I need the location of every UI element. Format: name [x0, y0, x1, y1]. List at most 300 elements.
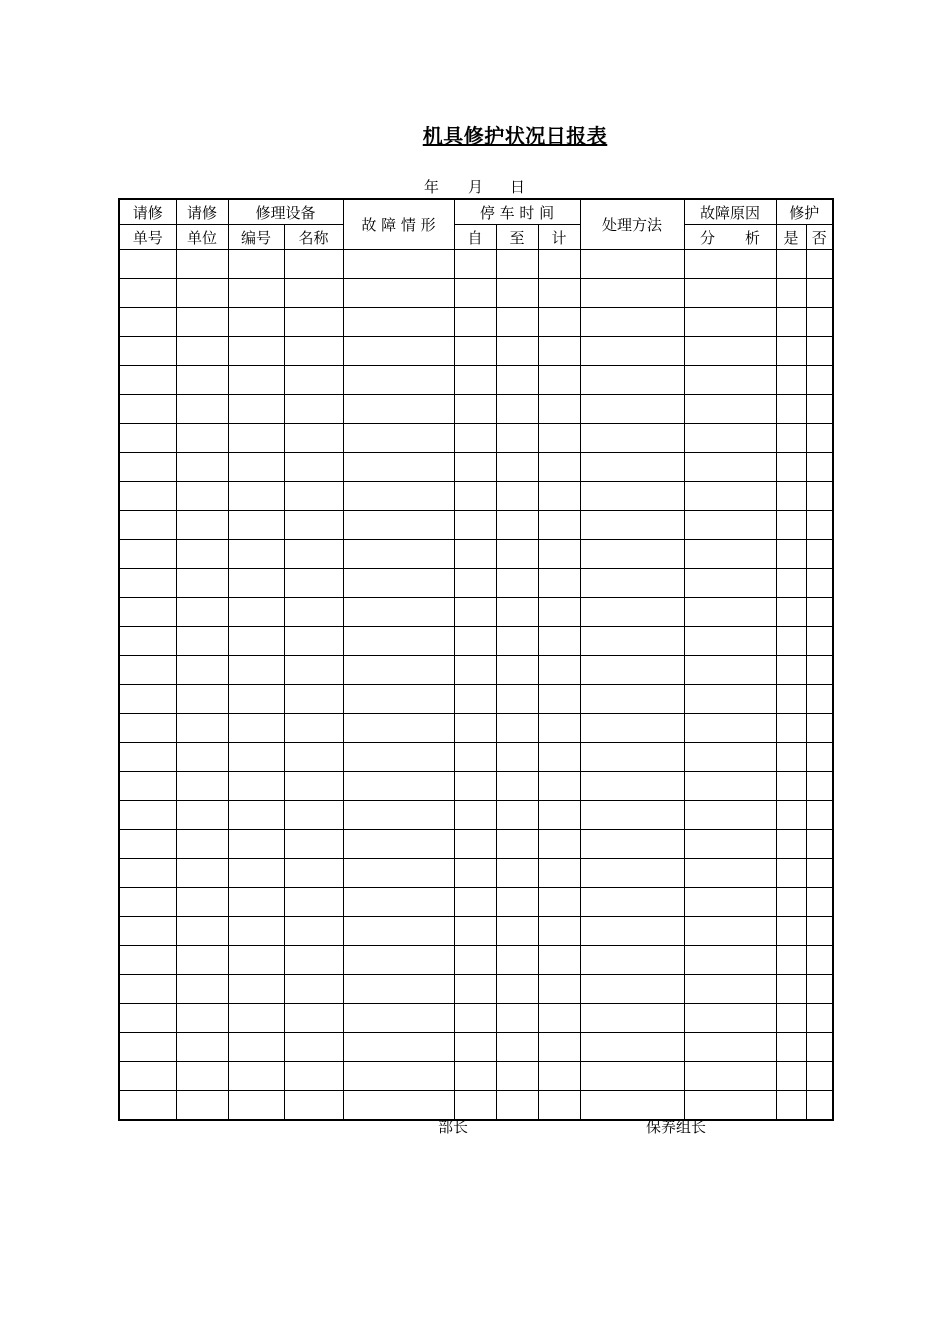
table-cell[interactable] [454, 685, 496, 714]
table-cell[interactable] [284, 279, 343, 308]
table-cell[interactable] [284, 975, 343, 1004]
table-cell[interactable] [343, 250, 454, 279]
table-cell[interactable] [176, 743, 228, 772]
table-cell[interactable] [776, 569, 806, 598]
table-cell[interactable] [806, 975, 833, 1004]
table-cell[interactable] [284, 1033, 343, 1062]
table-cell[interactable] [496, 743, 538, 772]
table-cell[interactable] [176, 366, 228, 395]
table-cell[interactable] [119, 482, 176, 511]
table-cell[interactable] [538, 598, 580, 627]
table-cell[interactable] [684, 1004, 776, 1033]
table-cell[interactable] [454, 946, 496, 975]
table-cell[interactable] [176, 801, 228, 830]
table-cell[interactable] [343, 917, 454, 946]
table-cell[interactable] [684, 743, 776, 772]
table-cell[interactable] [454, 1062, 496, 1091]
table-cell[interactable] [776, 1004, 806, 1033]
table-cell[interactable] [119, 627, 176, 656]
table-cell[interactable] [538, 743, 580, 772]
table-cell[interactable] [343, 511, 454, 540]
table-cell[interactable] [806, 395, 833, 424]
table-cell[interactable] [284, 772, 343, 801]
table-cell[interactable] [776, 366, 806, 395]
table-cell[interactable] [580, 337, 684, 366]
table-cell[interactable] [684, 569, 776, 598]
table-cell[interactable] [538, 859, 580, 888]
table-cell[interactable] [454, 453, 496, 482]
table-cell[interactable] [806, 656, 833, 685]
table-cell[interactable] [119, 917, 176, 946]
table-cell[interactable] [176, 1091, 228, 1121]
table-cell[interactable] [176, 888, 228, 917]
table-cell[interactable] [580, 772, 684, 801]
table-cell[interactable] [343, 279, 454, 308]
table-cell[interactable] [343, 366, 454, 395]
table-cell[interactable] [580, 946, 684, 975]
table-cell[interactable] [343, 772, 454, 801]
table-cell[interactable] [776, 656, 806, 685]
table-cell[interactable] [176, 540, 228, 569]
table-cell[interactable] [454, 859, 496, 888]
table-cell[interactable] [776, 801, 806, 830]
table-cell[interactable] [176, 511, 228, 540]
table-cell[interactable] [496, 801, 538, 830]
table-cell[interactable] [176, 453, 228, 482]
table-cell[interactable] [284, 366, 343, 395]
table-cell[interactable] [119, 598, 176, 627]
table-cell[interactable] [580, 511, 684, 540]
table-cell[interactable] [684, 946, 776, 975]
table-cell[interactable] [343, 714, 454, 743]
table-cell[interactable] [454, 714, 496, 743]
table-cell[interactable] [684, 366, 776, 395]
table-cell[interactable] [776, 250, 806, 279]
table-cell[interactable] [776, 482, 806, 511]
table-cell[interactable] [228, 337, 284, 366]
table-cell[interactable] [343, 1062, 454, 1091]
table-cell[interactable] [284, 308, 343, 337]
table-cell[interactable] [580, 598, 684, 627]
table-cell[interactable] [119, 888, 176, 917]
table-cell[interactable] [496, 279, 538, 308]
table-cell[interactable] [284, 917, 343, 946]
table-cell[interactable] [580, 888, 684, 917]
table-cell[interactable] [684, 337, 776, 366]
table-cell[interactable] [496, 888, 538, 917]
table-cell[interactable] [284, 511, 343, 540]
table-cell[interactable] [496, 1004, 538, 1033]
table-cell[interactable] [806, 685, 833, 714]
table-cell[interactable] [806, 482, 833, 511]
table-cell[interactable] [580, 801, 684, 830]
table-cell[interactable] [684, 656, 776, 685]
table-cell[interactable] [806, 424, 833, 453]
table-cell[interactable] [119, 395, 176, 424]
table-cell[interactable] [454, 656, 496, 685]
table-cell[interactable] [228, 830, 284, 859]
table-cell[interactable] [806, 453, 833, 482]
table-cell[interactable] [284, 598, 343, 627]
table-cell[interactable] [538, 250, 580, 279]
table-cell[interactable] [119, 424, 176, 453]
table-cell[interactable] [496, 830, 538, 859]
table-cell[interactable] [806, 511, 833, 540]
table-cell[interactable] [176, 308, 228, 337]
table-cell[interactable] [119, 250, 176, 279]
table-cell[interactable] [496, 714, 538, 743]
table-cell[interactable] [580, 1004, 684, 1033]
table-cell[interactable] [684, 424, 776, 453]
table-cell[interactable] [776, 714, 806, 743]
table-cell[interactable] [684, 975, 776, 1004]
table-cell[interactable] [684, 830, 776, 859]
table-cell[interactable] [228, 1091, 284, 1121]
table-cell[interactable] [806, 830, 833, 859]
table-cell[interactable] [806, 714, 833, 743]
table-cell[interactable] [684, 859, 776, 888]
table-cell[interactable] [228, 627, 284, 656]
table-cell[interactable] [580, 975, 684, 1004]
table-cell[interactable] [119, 1091, 176, 1121]
table-cell[interactable] [538, 1091, 580, 1121]
table-cell[interactable] [580, 743, 684, 772]
table-cell[interactable] [119, 656, 176, 685]
table-cell[interactable] [538, 1004, 580, 1033]
table-cell[interactable] [776, 888, 806, 917]
table-cell[interactable] [343, 743, 454, 772]
table-cell[interactable] [776, 627, 806, 656]
table-cell[interactable] [119, 453, 176, 482]
table-cell[interactable] [454, 569, 496, 598]
table-cell[interactable] [538, 1033, 580, 1062]
table-cell[interactable] [806, 540, 833, 569]
table-cell[interactable] [284, 801, 343, 830]
table-cell[interactable] [176, 1062, 228, 1091]
table-cell[interactable] [580, 453, 684, 482]
table-cell[interactable] [119, 714, 176, 743]
table-cell[interactable] [776, 308, 806, 337]
table-cell[interactable] [684, 482, 776, 511]
table-cell[interactable] [538, 511, 580, 540]
table-cell[interactable] [284, 1062, 343, 1091]
table-cell[interactable] [496, 946, 538, 975]
table-cell[interactable] [454, 511, 496, 540]
table-cell[interactable] [580, 540, 684, 569]
table-cell[interactable] [776, 772, 806, 801]
table-cell[interactable] [496, 598, 538, 627]
table-cell[interactable] [580, 830, 684, 859]
table-cell[interactable] [176, 685, 228, 714]
table-cell[interactable] [806, 250, 833, 279]
table-cell[interactable] [228, 917, 284, 946]
table-cell[interactable] [228, 424, 284, 453]
table-cell[interactable] [684, 1062, 776, 1091]
table-cell[interactable] [776, 598, 806, 627]
table-cell[interactable] [496, 366, 538, 395]
table-cell[interactable] [176, 946, 228, 975]
table-cell[interactable] [496, 453, 538, 482]
table-cell[interactable] [343, 1033, 454, 1062]
table-cell[interactable] [119, 946, 176, 975]
table-cell[interactable] [176, 482, 228, 511]
table-cell[interactable] [454, 308, 496, 337]
table-cell[interactable] [343, 975, 454, 1004]
table-cell[interactable] [343, 598, 454, 627]
table-cell[interactable] [454, 337, 496, 366]
table-cell[interactable] [228, 859, 284, 888]
table-cell[interactable] [228, 511, 284, 540]
table-cell[interactable] [806, 888, 833, 917]
table-cell[interactable] [176, 424, 228, 453]
table-cell[interactable] [538, 975, 580, 1004]
table-cell[interactable] [228, 598, 284, 627]
table-cell[interactable] [228, 1033, 284, 1062]
table-cell[interactable] [806, 598, 833, 627]
table-cell[interactable] [538, 627, 580, 656]
table-cell[interactable] [228, 395, 284, 424]
table-cell[interactable] [454, 279, 496, 308]
table-cell[interactable] [284, 656, 343, 685]
table-cell[interactable] [119, 337, 176, 366]
table-cell[interactable] [776, 1091, 806, 1121]
table-cell[interactable] [119, 279, 176, 308]
table-cell[interactable] [228, 888, 284, 917]
table-cell[interactable] [284, 627, 343, 656]
table-cell[interactable] [119, 569, 176, 598]
table-cell[interactable] [496, 859, 538, 888]
table-cell[interactable] [684, 250, 776, 279]
table-cell[interactable] [684, 685, 776, 714]
table-cell[interactable] [776, 453, 806, 482]
table-cell[interactable] [454, 975, 496, 1004]
table-cell[interactable] [343, 337, 454, 366]
table-cell[interactable] [284, 946, 343, 975]
table-cell[interactable] [776, 1062, 806, 1091]
table-cell[interactable] [343, 424, 454, 453]
table-cell[interactable] [496, 395, 538, 424]
table-cell[interactable] [284, 888, 343, 917]
table-cell[interactable] [284, 250, 343, 279]
table-cell[interactable] [228, 714, 284, 743]
table-cell[interactable] [776, 946, 806, 975]
table-cell[interactable] [496, 656, 538, 685]
table-cell[interactable] [119, 975, 176, 1004]
table-cell[interactable] [284, 337, 343, 366]
table-cell[interactable] [806, 366, 833, 395]
table-cell[interactable] [496, 337, 538, 366]
table-cell[interactable] [176, 569, 228, 598]
table-cell[interactable] [176, 1004, 228, 1033]
table-cell[interactable] [684, 801, 776, 830]
table-cell[interactable] [684, 511, 776, 540]
table-cell[interactable] [119, 540, 176, 569]
table-cell[interactable] [176, 627, 228, 656]
table-cell[interactable] [176, 772, 228, 801]
table-cell[interactable] [806, 946, 833, 975]
table-cell[interactable] [538, 337, 580, 366]
table-cell[interactable] [684, 540, 776, 569]
table-cell[interactable] [176, 830, 228, 859]
table-cell[interactable] [496, 569, 538, 598]
table-cell[interactable] [538, 453, 580, 482]
table-cell[interactable] [454, 627, 496, 656]
table-cell[interactable] [496, 540, 538, 569]
table-cell[interactable] [343, 540, 454, 569]
table-cell[interactable] [454, 888, 496, 917]
table-cell[interactable] [343, 1004, 454, 1033]
table-cell[interactable] [454, 830, 496, 859]
table-cell[interactable] [580, 569, 684, 598]
table-cell[interactable] [538, 714, 580, 743]
table-cell[interactable] [343, 627, 454, 656]
table-cell[interactable] [496, 1091, 538, 1121]
table-cell[interactable] [284, 743, 343, 772]
table-cell[interactable] [806, 801, 833, 830]
table-cell[interactable] [538, 569, 580, 598]
table-cell[interactable] [228, 540, 284, 569]
table-cell[interactable] [176, 279, 228, 308]
table-cell[interactable] [580, 482, 684, 511]
table-cell[interactable] [776, 279, 806, 308]
table-cell[interactable] [284, 424, 343, 453]
table-cell[interactable] [343, 946, 454, 975]
table-cell[interactable] [776, 1033, 806, 1062]
table-cell[interactable] [176, 337, 228, 366]
table-cell[interactable] [496, 424, 538, 453]
table-cell[interactable] [454, 598, 496, 627]
table-cell[interactable] [776, 859, 806, 888]
table-cell[interactable] [176, 598, 228, 627]
table-cell[interactable] [343, 395, 454, 424]
table-cell[interactable] [228, 743, 284, 772]
table-cell[interactable] [776, 395, 806, 424]
table-cell[interactable] [580, 859, 684, 888]
table-cell[interactable] [538, 917, 580, 946]
table-cell[interactable] [119, 772, 176, 801]
table-cell[interactable] [776, 830, 806, 859]
table-cell[interactable] [454, 1033, 496, 1062]
table-cell[interactable] [119, 1033, 176, 1062]
table-cell[interactable] [538, 424, 580, 453]
table-cell[interactable] [454, 250, 496, 279]
table-cell[interactable] [228, 685, 284, 714]
table-cell[interactable] [538, 946, 580, 975]
table-cell[interactable] [806, 859, 833, 888]
table-cell[interactable] [776, 511, 806, 540]
table-cell[interactable] [343, 656, 454, 685]
table-cell[interactable] [343, 569, 454, 598]
table-cell[interactable] [538, 1062, 580, 1091]
table-cell[interactable] [496, 511, 538, 540]
table-cell[interactable] [228, 975, 284, 1004]
table-cell[interactable] [806, 1062, 833, 1091]
table-cell[interactable] [684, 714, 776, 743]
table-cell[interactable] [119, 859, 176, 888]
table-cell[interactable] [496, 772, 538, 801]
table-cell[interactable] [228, 308, 284, 337]
table-cell[interactable] [119, 1062, 176, 1091]
table-cell[interactable] [343, 453, 454, 482]
table-cell[interactable] [176, 395, 228, 424]
table-cell[interactable] [454, 801, 496, 830]
table-cell[interactable] [119, 511, 176, 540]
table-cell[interactable] [580, 308, 684, 337]
table-cell[interactable] [776, 685, 806, 714]
table-cell[interactable] [343, 859, 454, 888]
table-cell[interactable] [496, 917, 538, 946]
table-cell[interactable] [806, 337, 833, 366]
table-cell[interactable] [228, 1062, 284, 1091]
table-cell[interactable] [496, 627, 538, 656]
table-cell[interactable] [496, 308, 538, 337]
table-cell[interactable] [580, 627, 684, 656]
table-cell[interactable] [580, 685, 684, 714]
table-cell[interactable] [776, 975, 806, 1004]
table-cell[interactable] [580, 395, 684, 424]
table-cell[interactable] [496, 1062, 538, 1091]
table-cell[interactable] [580, 917, 684, 946]
table-cell[interactable] [806, 1004, 833, 1033]
table-cell[interactable] [538, 482, 580, 511]
table-cell[interactable] [119, 830, 176, 859]
table-cell[interactable] [806, 627, 833, 656]
table-cell[interactable] [343, 685, 454, 714]
table-cell[interactable] [496, 482, 538, 511]
table-cell[interactable] [776, 337, 806, 366]
table-cell[interactable] [343, 482, 454, 511]
table-cell[interactable] [228, 801, 284, 830]
table-cell[interactable] [119, 685, 176, 714]
table-cell[interactable] [538, 772, 580, 801]
table-cell[interactable] [454, 743, 496, 772]
table-cell[interactable] [284, 569, 343, 598]
table-cell[interactable] [580, 1062, 684, 1091]
table-cell[interactable] [538, 656, 580, 685]
table-cell[interactable] [228, 656, 284, 685]
table-cell[interactable] [580, 366, 684, 395]
table-cell[interactable] [580, 424, 684, 453]
table-cell[interactable] [228, 453, 284, 482]
table-cell[interactable] [228, 1004, 284, 1033]
table-cell[interactable] [119, 366, 176, 395]
table-cell[interactable] [538, 830, 580, 859]
table-cell[interactable] [806, 743, 833, 772]
table-cell[interactable] [284, 714, 343, 743]
table-cell[interactable] [684, 627, 776, 656]
table-cell[interactable] [538, 801, 580, 830]
table-cell[interactable] [806, 279, 833, 308]
table-cell[interactable] [119, 1004, 176, 1033]
table-cell[interactable] [454, 424, 496, 453]
table-cell[interactable] [343, 801, 454, 830]
table-cell[interactable] [228, 366, 284, 395]
table-cell[interactable] [538, 395, 580, 424]
table-cell[interactable] [454, 772, 496, 801]
table-cell[interactable] [684, 308, 776, 337]
table-cell[interactable] [119, 743, 176, 772]
table-cell[interactable] [538, 308, 580, 337]
table-cell[interactable] [284, 540, 343, 569]
table-cell[interactable] [496, 250, 538, 279]
table-cell[interactable] [580, 1033, 684, 1062]
table-cell[interactable] [496, 685, 538, 714]
table-cell[interactable] [496, 975, 538, 1004]
table-cell[interactable] [284, 859, 343, 888]
table-cell[interactable] [454, 917, 496, 946]
table-cell[interactable] [343, 830, 454, 859]
table-cell[interactable] [580, 656, 684, 685]
